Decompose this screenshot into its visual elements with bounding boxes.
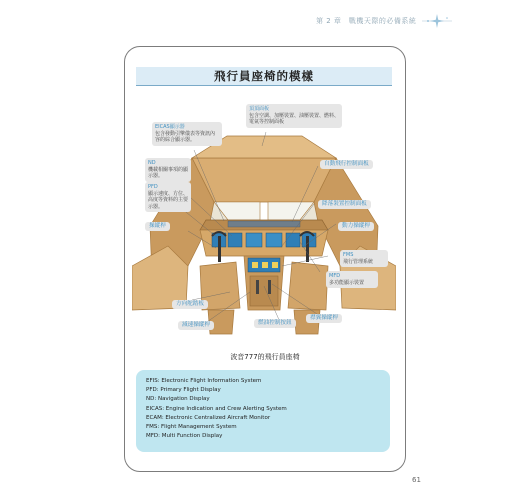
callout-eicas (152, 122, 222, 146)
figure-caption: 波音777的飛行員座椅 (230, 353, 300, 361)
callout-fuel: 燃油控制按鈕 (254, 319, 296, 328)
callout-thrust: 動力操縱桿 (338, 222, 374, 231)
callout-mfd-title: MFD (329, 273, 341, 279)
abbreviation-item: ND: Navigation Display (146, 396, 210, 403)
callout-fms (340, 250, 388, 267)
page-number: 61 (412, 476, 421, 484)
callout-fms-desc: 飛行管理系統 (343, 258, 374, 265)
callout-nd-title: ND (148, 160, 156, 166)
callout-overhead-panel (246, 104, 342, 128)
callout-pfd (145, 182, 191, 212)
callout-mfd (326, 271, 378, 288)
callout-rudder: 方向舵踏板 (172, 300, 208, 309)
abbreviation-item: ECAM: Electronic Centralized Aircraft Monitor (146, 414, 271, 421)
callout-speedbrake: 減速操縱桿 (178, 321, 214, 330)
abbreviation-box (136, 370, 390, 452)
callout-fms-title: FMS (343, 252, 354, 258)
callout-eicas-title: EICAS顯示器 (155, 124, 185, 130)
callout-flap: 襟翼操縱桿 (306, 314, 342, 323)
abbreviation-item: MFD: Multi Function Display (146, 433, 223, 440)
abbreviation-item: PFD: Primary Flight Display (146, 387, 221, 394)
abbreviation-item: EICAS: Engine Indication and Crew Alerting System (146, 405, 287, 412)
callout-nd-desc: 機載相關事項的顯示器。 (148, 166, 189, 180)
callout-gear: 降落裝置控制面板 (318, 200, 371, 209)
figure-title: 飛行員座椅的模樣 (136, 67, 392, 86)
callout-mfd-desc: 多功能顯示裝置 (329, 279, 365, 286)
abbreviation-item: EFIS: Electronic Flight Information System (146, 378, 262, 384)
callout-pfd-title: PFD (148, 184, 158, 190)
callout-overhead-title: 頂頂面板 (249, 106, 270, 112)
callout-autopilot: 自動飛行控制面板 (320, 160, 373, 169)
callout-yoke: 操縱桿 (145, 222, 170, 231)
callout-nd (145, 158, 191, 182)
running-head: 第 2 章 戰機天際的必備系統 (316, 17, 417, 25)
sparkle-ornament-icon (422, 12, 452, 28)
callout-pfd-desc: 顯示速度、方位、高度等資料的主要示器。 (148, 190, 189, 210)
callout-overhead-desc: 包含空調、加壓裝置、油壓裝置、燃料、電氣等控制面板 (249, 112, 340, 126)
abbreviation-item: FMS: Flight Management System (146, 424, 237, 431)
callout-eicas-desc: 包含發動引擎儀表等資訊內容的綜合顯示器。 (155, 130, 216, 144)
